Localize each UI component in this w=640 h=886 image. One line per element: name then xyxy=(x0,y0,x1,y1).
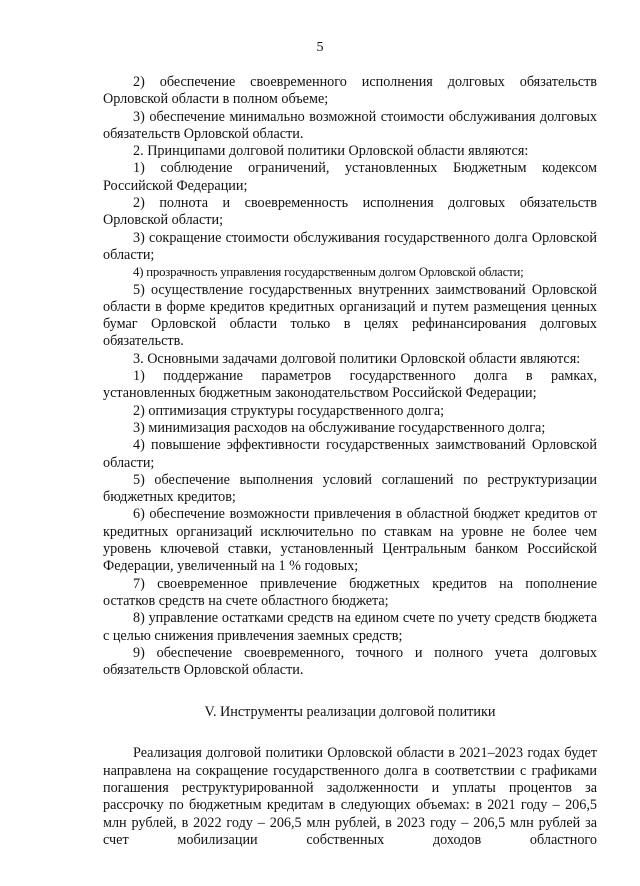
paragraph-task-6: 6) обеспечение возможности привлечения в областной бюджет кредитов от кредитных организаций исключительно по ставкам на уровне не более чем уровень ключевой ставки, установленный Центральным банком Российской Федерации, увеличенный на 1 % годовых; xyxy=(103,506,597,575)
paragraph-principle-1: 1) соблюдение ограничений, установленных Бюджетным кодексом Российской Федерации; xyxy=(103,160,597,194)
paragraph-principle-5: 5) осуществление государственных внутренних заимствований Орловской области в форме кредитов кредитных организаций и путем размещения ценных бумаг Орловской области только в целях рефинансирования долговых обязательств. xyxy=(103,281,597,350)
paragraph-implementation: Реализация долговой политики Орловской области в 2021–2023 годах будет направлена на сокращение государственного долга в соответствии с графиками погашения реструктурированной задолженности и уплаты процентов за рассрочку по бюджетным кредитам в следующих объемах: в 2021 году – 206,5 млн рублей, в 2022 году – 206,5 млн рублей, в 2023 году – 206,5 млн рублей за счет мобилизации собственных доходов областного xyxy=(103,745,597,848)
paragraph-principle-3: 3) сокращение стоимости обслуживания государственного долга Орловской области; xyxy=(103,229,597,263)
section-heading: V. Инструменты реализации долговой политики xyxy=(204,704,496,721)
paragraph-task-9: 9) обеспечение своевременного, точного и полного учета долговых обязательств Орловской области. xyxy=(103,644,597,679)
paragraph-task-7: 7) своевременное привлечение бюджетных кредитов на пополнение остатков средств на счете областного бюджета; xyxy=(103,575,597,609)
paragraph-tasks-intro: 3. Основными задачами долговой политики Орловской области являются: xyxy=(133,350,581,367)
paragraph-task-1: 1) поддержание параметров государственного долга в рамках, установленных бюджетным законодательством Российской Федерации; xyxy=(103,368,597,402)
paragraph-goal-3: 3) обеспечение минимально возможной стоимости обслуживания долговых обязательств Орловской области. xyxy=(103,108,597,142)
paragraph-task-8: 8) управление остатками средств на едином счете по учету средств бюджета с целью снижения привлечения заемных средств; xyxy=(103,610,597,644)
paragraph-principle-2: 2) полнота и своевременность исполнения долговых обязательств Орловской области; xyxy=(103,195,597,229)
paragraph-goal-2: 2) обеспечение своевременного исполнения долговых обязательств Орловской области в полном объеме; xyxy=(103,74,597,108)
paragraph-principles-intro: 2. Принципами долговой политики Орловской области являются: xyxy=(133,143,529,160)
paragraph-task-5: 5) обеспечение выполнения условий соглашений по реструктуризации бюджетных кредитов; xyxy=(103,471,597,506)
paragraph-task-4: 4) повышение эффективности государственных заимствований Орловской области; xyxy=(103,437,597,471)
paragraph-task-3: 3) минимизация расходов на обслуживание государственного долга; xyxy=(133,419,546,436)
document-body xyxy=(103,74,597,849)
page-number: 5 xyxy=(316,40,324,55)
paragraph-task-2: 2) оптимизация структуры государственного долга; xyxy=(133,402,445,419)
paragraph-principle-4: 4) прозрачность управления государственным долгом Орловской области; xyxy=(133,265,524,280)
